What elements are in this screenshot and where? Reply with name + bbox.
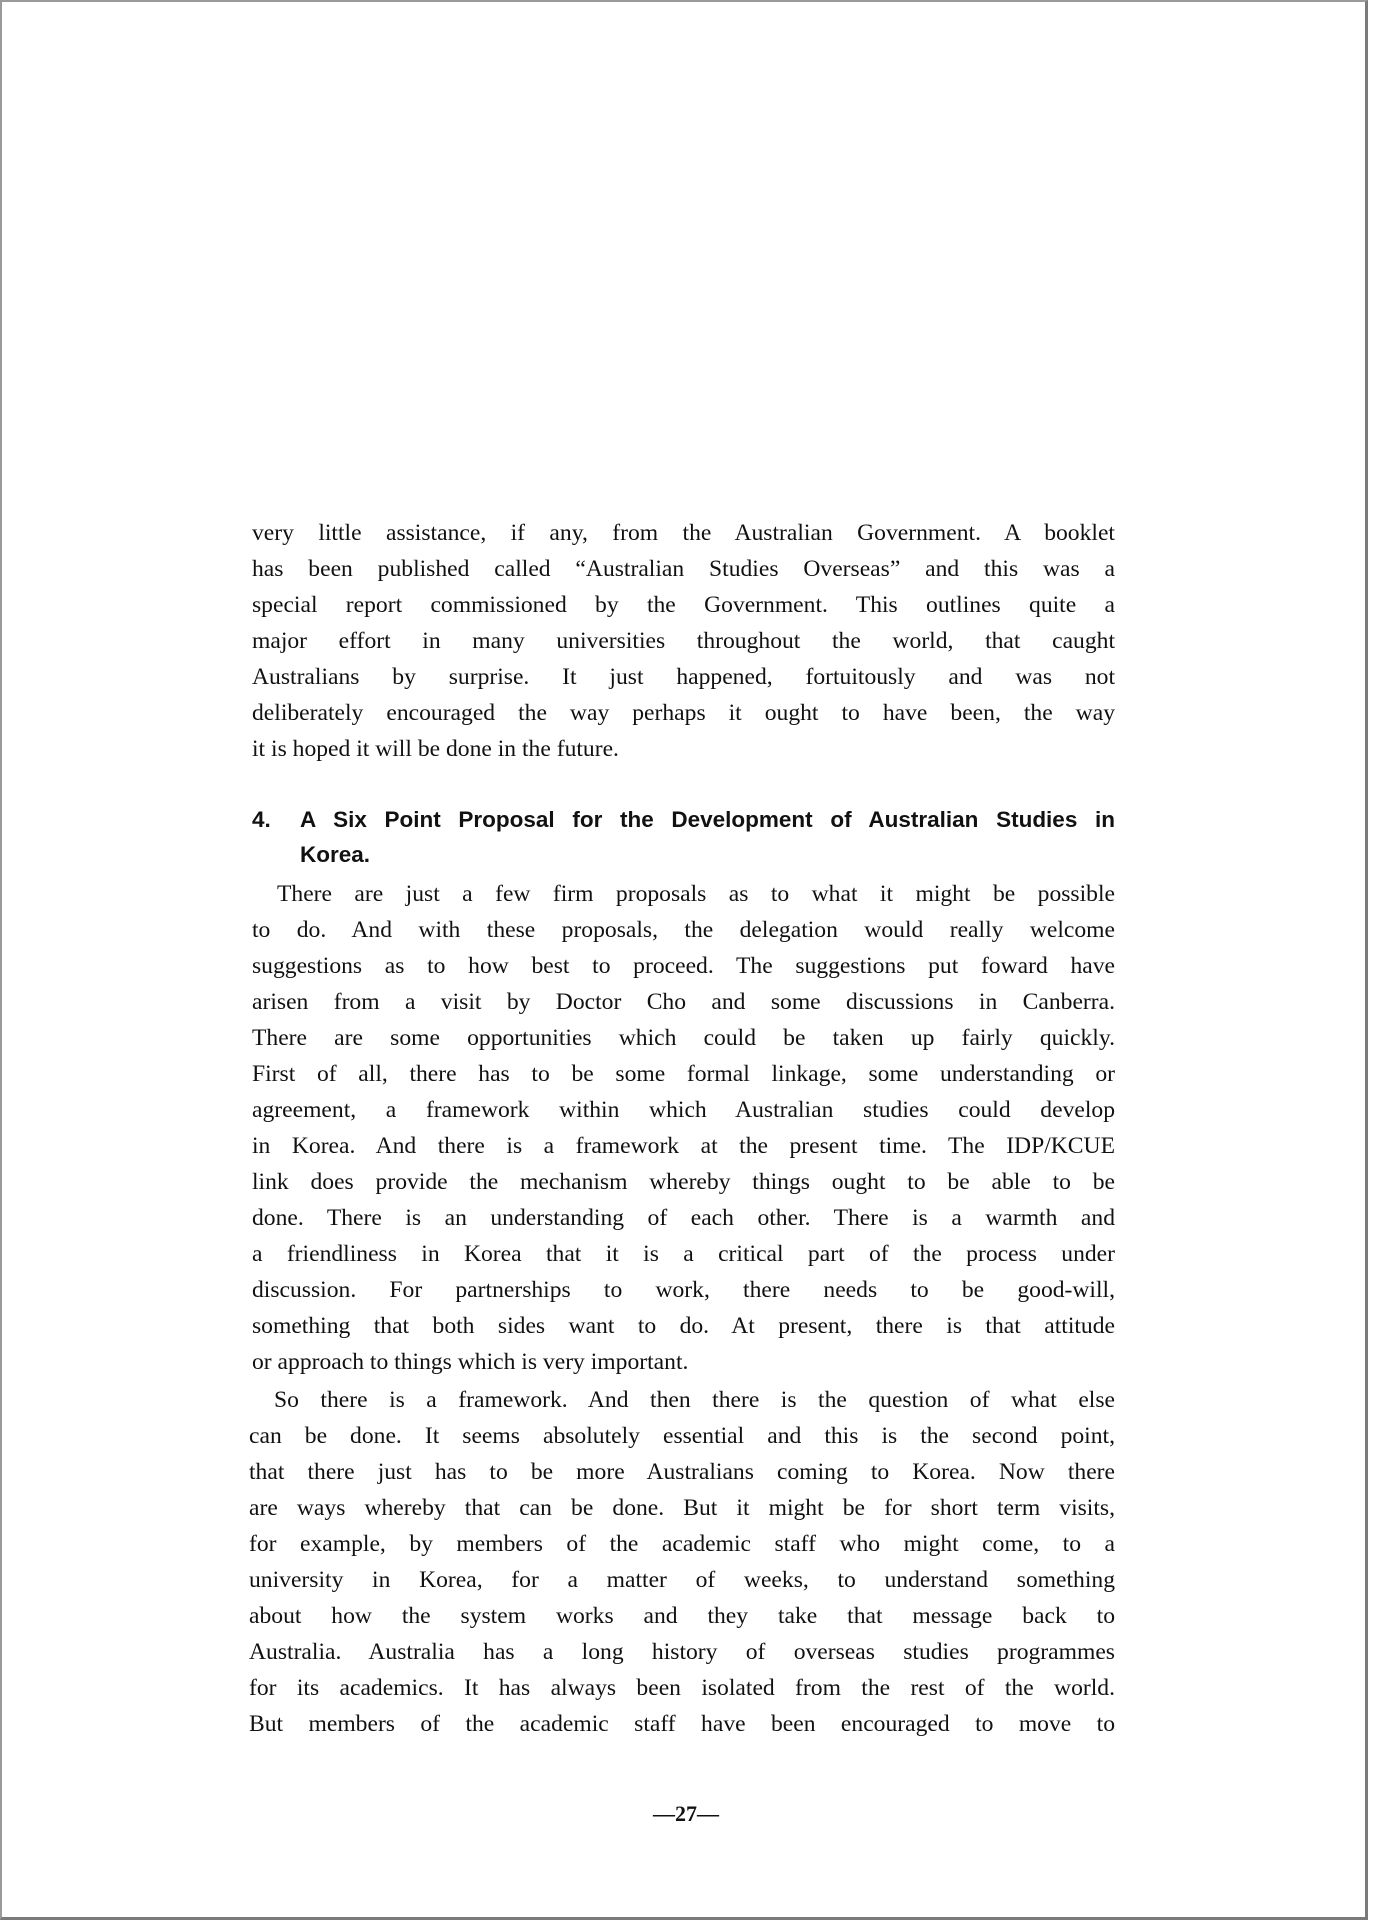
text-line: So there is a framework. And then there is the question of what else [274,1387,1115,1413]
text-line: very little assistance, if any, from the Australian Government. A booklet [252,520,1115,546]
text-line: to do. And with these proposals, the delegation would really welcome [252,917,1115,943]
section-title-line: A Six Point Proposal for the Development of Australian Studies in [300,807,1115,832]
text-line: Australians by surprise. It just happened, fortuitously and was not [252,664,1115,690]
paragraph-2 [252,876,1115,1380]
text-line: are ways whereby that can be done. But it might be for short term visits, [249,1495,1115,1521]
text-line: suggestions as to how best to proceed. The suggestions put foward have [252,953,1115,979]
text-line: that there just has to be more Australians coming to Korea. Now there [249,1459,1115,1485]
section-number: 4. [252,807,271,832]
text-line: First of all, there has to be some formal linkage, some understanding or [252,1061,1115,1087]
text-line: deliberately encouraged the way perhaps it ought to have been, the way [252,700,1115,726]
text-line: in Korea. And there is a framework at the present time. The IDP/KCUE [252,1133,1115,1159]
section-title [300,802,1115,872]
text-line: There are just a few firm proposals as to what it might be possible [277,881,1115,907]
paragraph-1 [252,515,1115,767]
text-line: Australia. Australia has a long history of overseas studies programmes [249,1639,1115,1665]
text-line: something that both sides want to do. At present, there is that attitude [252,1313,1115,1339]
text-line: special report commissioned by the Government. This outlines quite a [252,592,1115,618]
section-title-line: Korea. [300,842,371,867]
section-heading [252,802,1115,872]
text-line: for its academics. It has always been isolated from the rest of the world. [249,1675,1115,1701]
text-line: it is hoped it will be done in the future. [252,736,619,762]
text-line: There are some opportunities which could be taken up fairly quickly. [252,1025,1115,1051]
text-line: or approach to things which is very important. [252,1349,689,1375]
text-line: link does provide the mechanism whereby things ought to be able to be [252,1169,1115,1195]
text-line: major effort in many universities throughout the world, that caught [252,628,1115,654]
text-line: But members of the academic staff have been encouraged to move to [249,1711,1115,1737]
paragraph-3 [249,1382,1115,1742]
text-line: discussion. For partnerships to work, there needs to be good-will, [252,1277,1115,1303]
text-line: done. There is an understanding of each other. There is a warmth and [252,1205,1115,1231]
text-line: university in Korea, for a matter of weeks, to understand something [249,1567,1115,1593]
text-line: for example, by members of the academic staff who might come, to a [249,1531,1115,1557]
text-line: can be done. It seems absolutely essential and this is the second point, [249,1423,1115,1449]
text-line: arisen from a visit by Doctor Cho and some discussions in Canberra. [252,989,1115,1015]
text-line: has been published called “Australian Studies Overseas” and this was a [252,556,1115,582]
text-line: about how the system works and they take that message back to [249,1603,1115,1629]
text-line: a friendliness in Korea that it is a critical part of the process under [252,1241,1115,1267]
text-line: agreement, a framework within which Australian studies could develop [252,1097,1115,1123]
page-number: —27— [653,1801,719,1826]
